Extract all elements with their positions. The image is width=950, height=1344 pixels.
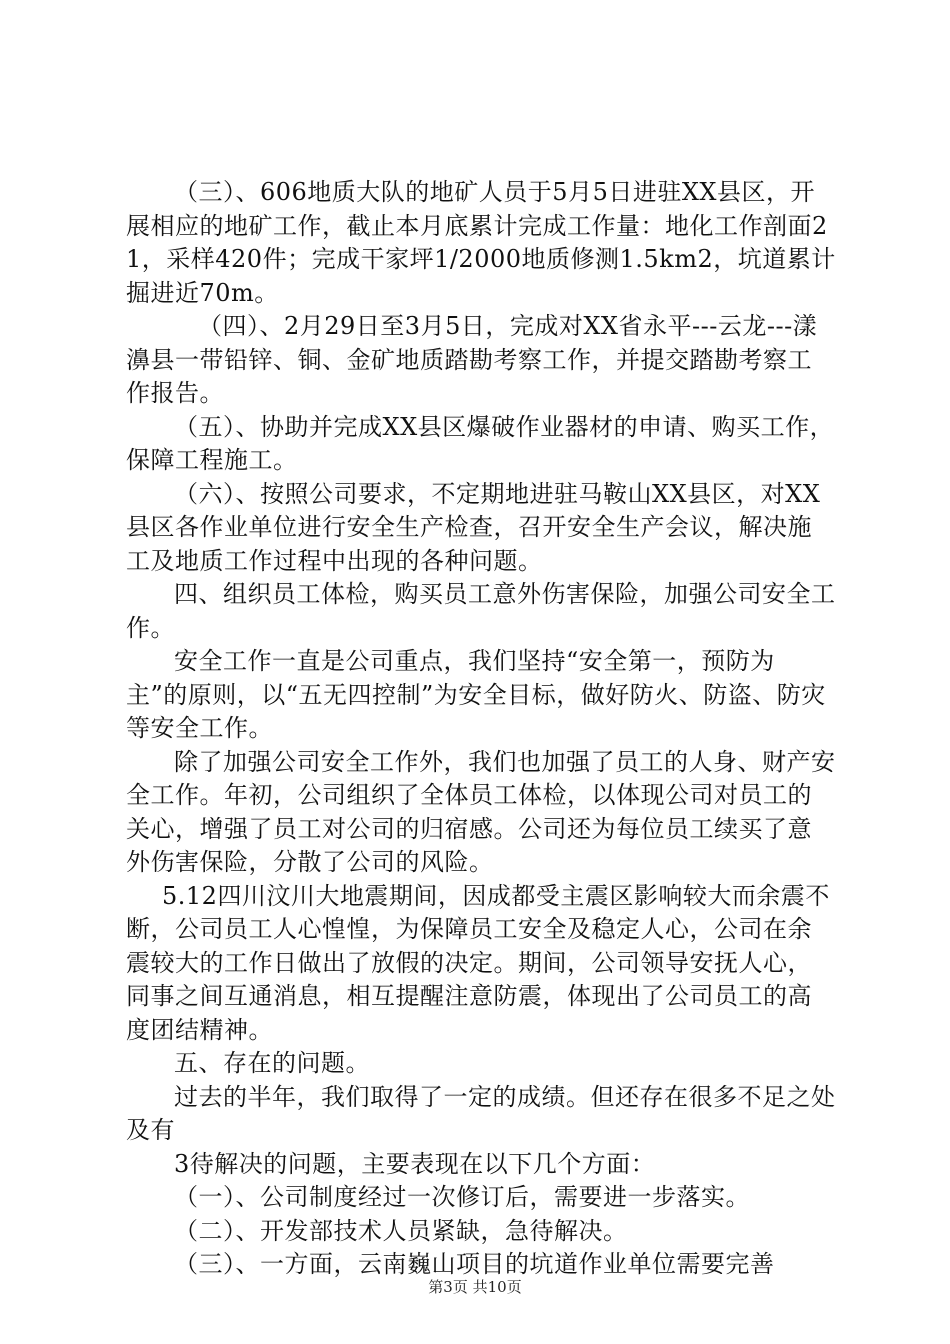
paragraph-item-4: （四）、2月29日至3月5日，完成对XX省永平---云龙---漾濞县一带铅锌、铜、金矿地质踏勘考察工作，并提交踏勘考察工作报告。 <box>126 312 818 407</box>
problem-item-1: （一）、公司制度经过一次修订后，需要进一步落实。 <box>174 1183 750 1211</box>
paragraph-item-5: （五）、协助并完成XX县区爆破作业器材的申请、购买工作，保障工程施工。 <box>126 412 835 474</box>
page-number-footer: 第3页 共10页 <box>428 1278 522 1296</box>
paragraph-item-6: （六）、按照公司要求，不定期地进驻马鞍山XX县区，对XX县区各作业单位进行安全生产检查，召开安全生产会议，解决施工及地质工作过程中出现的各种问题。 <box>126 479 821 575</box>
paragraph-safety: 安全工作一直是公司重点，我们坚持“安全第一，预防为主”的原则，以“五无四控制”为安全目标，做好防火、防盗、防灾等安全工作。 <box>126 647 826 742</box>
paragraph-problems-list-intro: 3待解决的问题，主要表现在以下几个方面： <box>174 1149 656 1178</box>
paragraph-employee-safety: 除了加强公司安全工作外，我们也加强了员工的人身、财产安全工作。年初，公司组织了全体员工体检，以体现公司对员工的关心，增强了员工对公司的归宿感。公司还为每位员工续买了意外伤害保险，分散了公司的风险。 <box>126 747 836 876</box>
paragraph-item-3: （三）、606地质大队的地矿人员于5月5日进驻XX县区，开展相应的地矿工作，截止本月底累计完成工作量：地化工作剖面21，采样420件；完成干家坪1/2000地质修测1.5km2，坑道累计掘进近70m。 <box>126 178 836 307</box>
document-body <box>126 176 836 1282</box>
section-heading-4: 四、组织员工体检，购买员工意外伤害保险，加强公司安全工作。 <box>126 580 836 642</box>
paragraph-problems-intro: 过去的半年，我们取得了一定的成绩。但还存在很多不足之处及有 <box>126 1082 836 1144</box>
problem-item-3: （三）、一方面，云南巍山项目的坑道作业单位需要完善 <box>174 1250 775 1278</box>
problem-item-2: （二）、开发部技术人员紧缺，急待解决。 <box>174 1216 628 1245</box>
section-heading-5: 五、存在的问题。 <box>174 1049 370 1077</box>
paragraph-earthquake: 5.12四川汶川大地震期间，因成都受主震区影响较大而余震不断，公司员工人心惶惶，为保障员工安全及稳定人心，公司在余震较大的工作日做出了放假的决定。期间，公司领导安抚人心，同事之间互通消息，相互提醒注意防震，体现出了公司员工的高度团结精神。 <box>126 881 830 1044</box>
